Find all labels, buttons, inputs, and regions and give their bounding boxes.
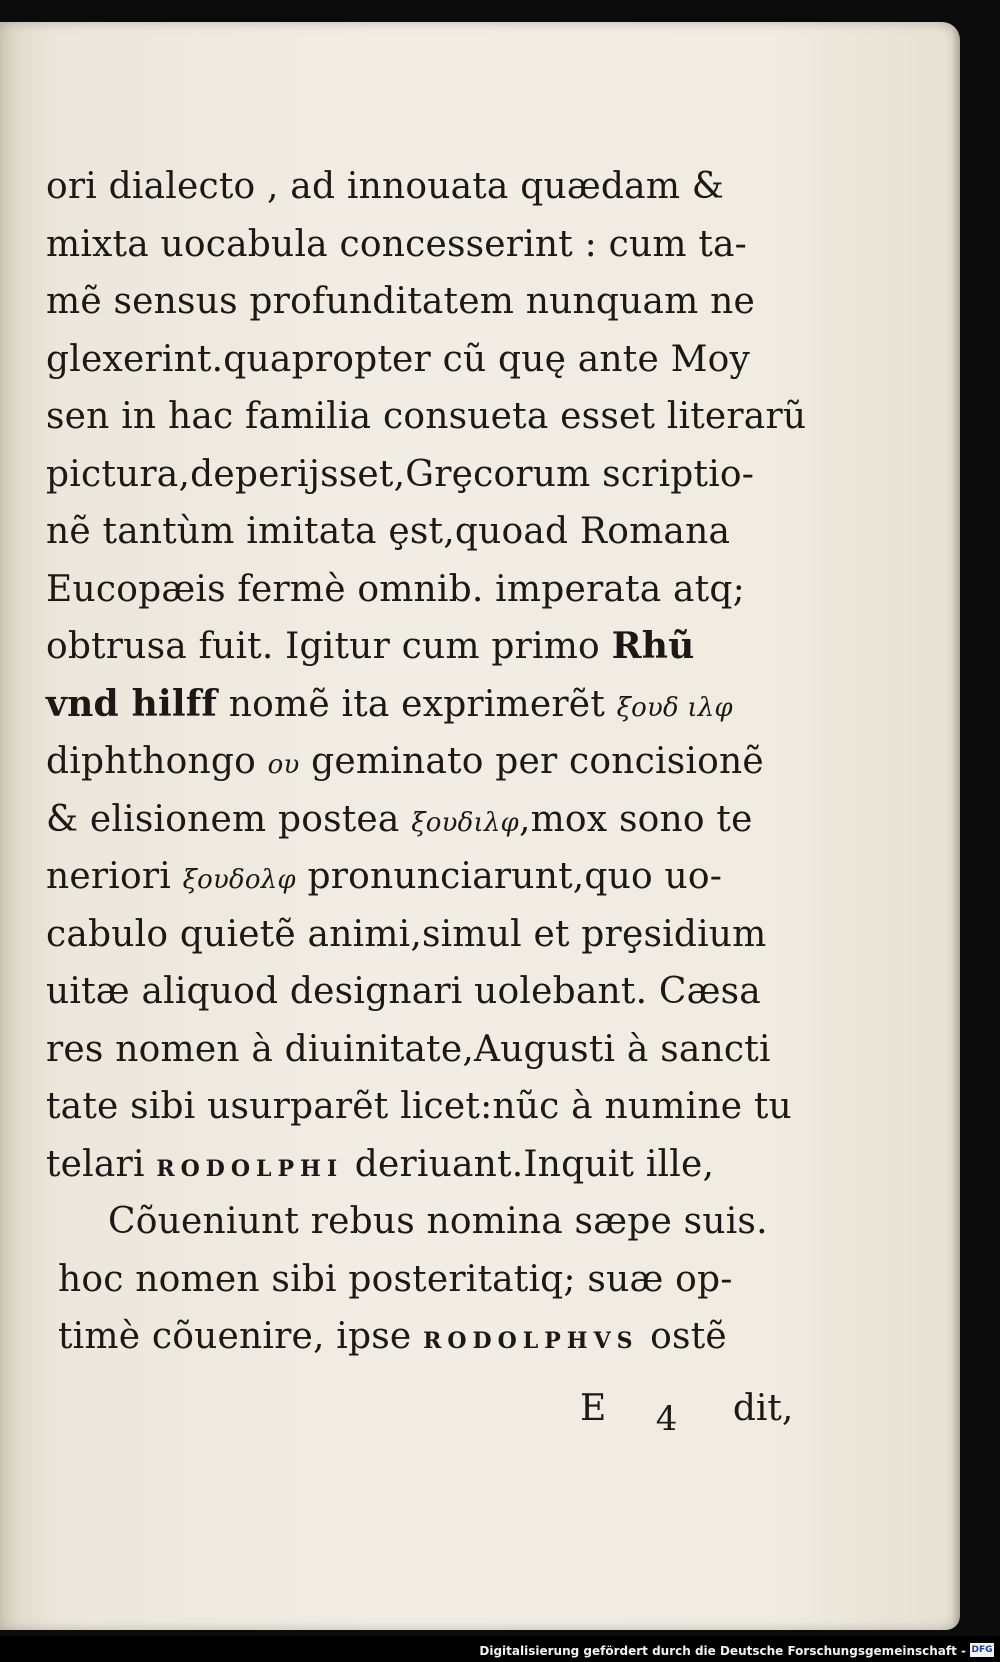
text-line [46,1021,856,1079]
line-text: glexerint.quapropter cũ quę ante Moy [46,338,751,380]
line-text: tate sibi usurparẽt licet:nũc à numine tu [46,1086,792,1127]
page-text-block [46,158,856,1366]
text-line [46,791,856,849]
line-text: deriuant.Inquit ille, [343,1143,715,1185]
signature-line [580,1380,793,1438]
footer-credit: Digitalisierung gefördert durch die Deutsche Forschungsgemeinschaft - [479,1644,966,1658]
catchword: dit, [732,1388,794,1429]
text-line [46,331,856,389]
line-text: hoc nomen sibi posteritatiq; suæ op- [58,1258,733,1300]
line-text: uitæ aliquod designari uolebant. Cæsa [46,971,761,1012]
text-line [46,733,856,791]
signature-mark: E [580,1388,607,1429]
line-text: geminato per concisionẽ [299,741,764,782]
greek-text: ου [267,750,300,780]
line-text: ori dialecto , ad innouata quædam & [46,166,725,207]
text-line [46,388,856,446]
line-text: res nomen à diuinitate,Augusti à sancti [46,1028,771,1070]
text-line [46,963,856,1021]
text-line [46,1136,856,1194]
caps-text: RODOLPHI [156,1155,344,1182]
line-text: sen in hac familia consueta esset literarũ [46,396,807,437]
digitization-footer [0,1636,1000,1662]
text-line [46,906,856,964]
text-line [46,158,856,216]
greek-text: ξουδιλφ [411,807,519,838]
text-line [46,1193,856,1251]
line-text: neriori [46,856,183,897]
line-text: telari [46,1143,157,1185]
line-text: cabulo quietẽ animi,simul et prȩsidium [46,913,767,955]
line-text: mẽ sensus profunditatem nunquam ne [46,281,756,322]
text-line [46,1308,856,1366]
line-text: ostẽ [638,1316,727,1357]
line-text: diphthongo [46,741,268,782]
line-text: pictura,deperijsset,Grȩcorum scriptio- [46,453,755,495]
text-line [46,1078,856,1136]
text-line [46,1251,856,1309]
line-text: pronunciarunt,quo uo- [295,856,723,897]
dfg-logo-icon: DFG [971,1645,993,1655]
line-text: mixta uocabula concesserint : cum ta- [46,223,748,265]
line-text: nẽ tantùm imitata ȩst,quoad Romana [46,511,731,552]
book-page [0,22,960,1630]
text-line [46,618,856,676]
text-line [46,503,856,561]
text-line [46,216,856,274]
line-text: nomẽ ita exprimerẽt [217,683,617,725]
text-line [46,676,856,734]
text-line [46,446,856,504]
line-text: Eucopæis fermè omnib. imperata atq; [46,568,745,610]
line-text: obtrusa fuit. Igitur cum primo [46,626,612,667]
signature-number: 4 [655,1399,678,1439]
blackletter-text: vnd hilff [46,682,218,725]
greek-text: ξουδ ιλφ [616,692,733,723]
line-text: & elisionem postea [46,798,412,840]
text-line [46,273,856,331]
text-line [46,561,856,619]
line-text: timè cõuenire, ipse [58,1316,424,1357]
line-text: ,mox sono te [518,798,753,840]
text-line [46,848,856,906]
greek-text: ξουδολφ [182,865,296,895]
caps-text: RODOLPHVS [423,1328,639,1354]
line-text: Cõueniunt rebus nomina sæpe suis. [108,1201,768,1242]
blackletter-text: Rhũ [611,625,695,667]
